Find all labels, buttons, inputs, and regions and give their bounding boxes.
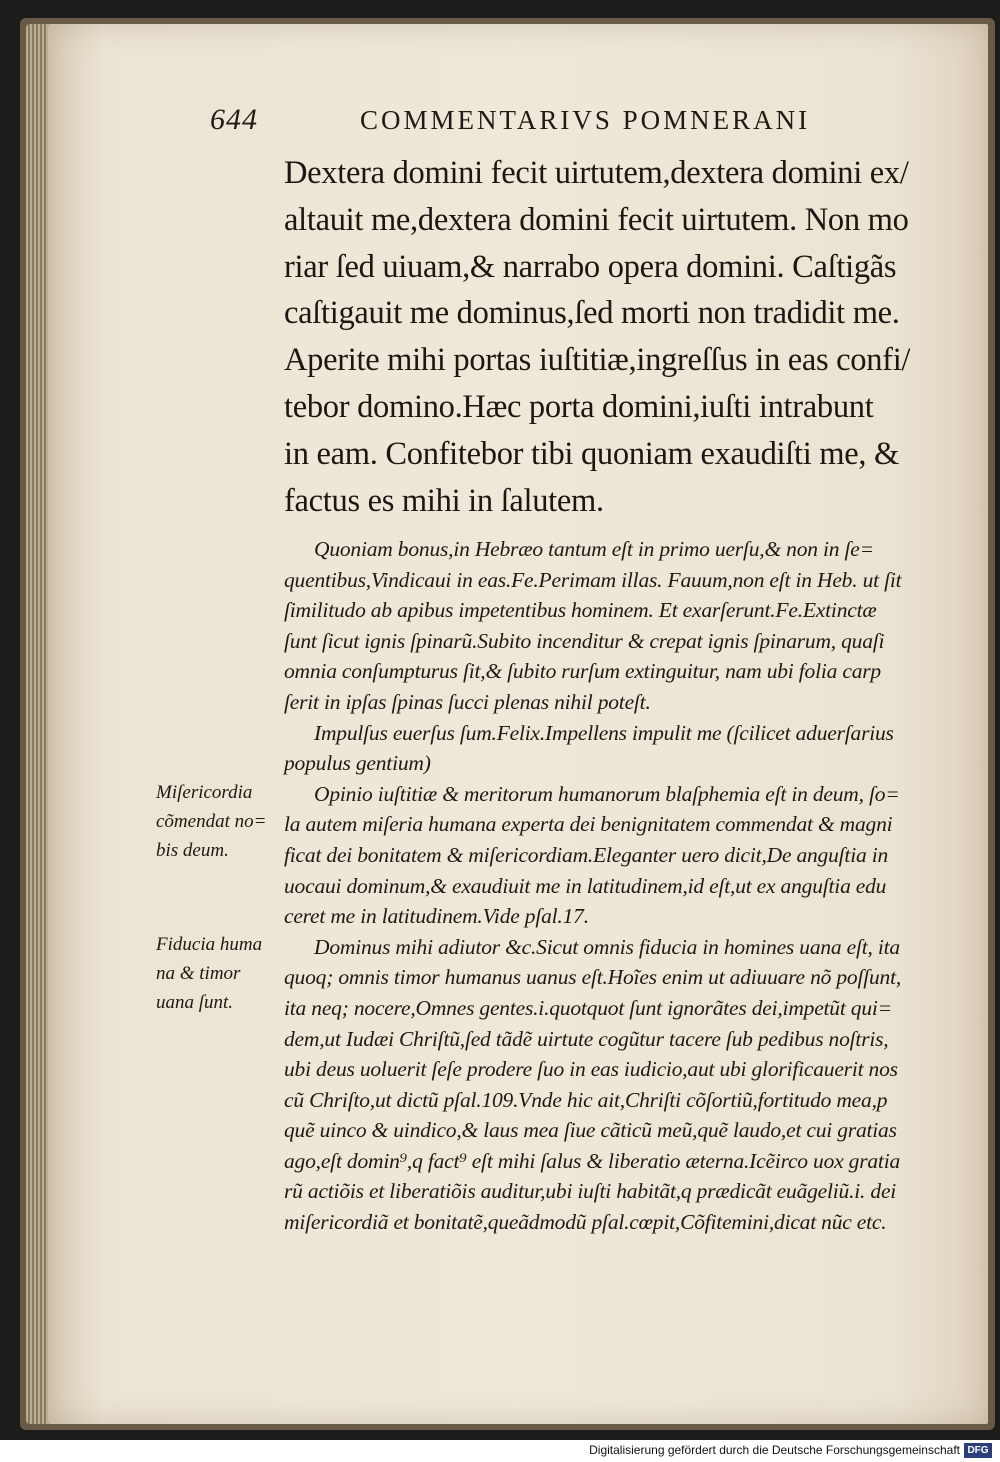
commentary-line: Opinio iuſtitiæ & meritorum humanorum blaſphemia eſt in deum, ſo=: [314, 781, 900, 806]
page-header: [210, 103, 810, 143]
commentary-paragraph: [284, 779, 944, 932]
margin-note-line: Miſericordia: [156, 782, 253, 803]
margin-note-line: uana ſunt.: [156, 992, 234, 1013]
commentary-line: quentibus,Vindicaui in eas.Fe.Perimam illas. Fauum,non eſt in Heb. ut ſit: [284, 567, 902, 592]
funding-credit: Digitalisierung gefördert durch die Deutsche Forschungsgemeinschaft: [589, 1443, 960, 1457]
commentary-line: uocaui dominum,& exaudiuit me in latitudinem,id eſt,ut ex anguſtia edu: [284, 873, 887, 898]
commentary-line: ita neq; nocere,Omnes gentes.i.quotquot ſunt ignorãtes dei,impetũt qui=: [284, 995, 892, 1020]
main-text-line: Dextera domini fecit uirtutem,dextera domini ex/: [284, 155, 909, 191]
commentary-paragraph: [284, 534, 944, 718]
margin-note-line: Fiducia huma: [156, 934, 263, 955]
page-number: 644: [210, 103, 258, 136]
commentary-paragraph: [284, 932, 944, 1238]
commentary-line: ficat dei bonitatem & miſericordiam.Eleganter uero dicit,De anguſtia in: [284, 842, 889, 867]
commentary-line: cũ Chriſto,ut dictũ pſal.109.Vnde hic ait,Chriſti cõſortiũ,fortitudo mea,p: [284, 1087, 888, 1112]
commentary-line: dem,ut Iudæi Chriſtũ,ſed tãdẽ uirtute cogũtur tacere ſub pedibus noſtris,: [284, 1026, 889, 1051]
main-text-line: factus es mihi in ſalutem.: [284, 482, 604, 519]
running-head: COMMENTARIVS POMNERANI: [360, 105, 811, 135]
commentary: [284, 534, 944, 1238]
main-text-line: Aperite mihi portas iuſtitiæ,ingreſſus in eas confi/: [284, 342, 911, 379]
dfg-logo-icon: DFG: [964, 1443, 992, 1458]
commentary-line: Quoniam bonus,in Hebræo tantum eſt in primo uerſu,& non in ſe=: [314, 537, 874, 561]
commentary-line: omnia conſumpturus ſit,& ſubito rurſum extinguitur, nam ubi folia carp: [284, 659, 881, 684]
main-text-line: in eam. Confitebor tibi quoniam exaudiſti me, &: [284, 435, 900, 472]
main-text-line: tebor domino.Hæc porta domini,iuſti intrabunt: [284, 388, 874, 425]
main-text-line: altauit me,dextera domini fecit uirtutem. Non mo: [284, 201, 909, 238]
main-text-line: caſtigauit me dominus,ſed morti non tradidit me.: [284, 295, 900, 332]
commentary-line: ſimilitudo ab apibus impetentibus hominem. Et exarſerunt.Fe.Extinctæ: [284, 598, 877, 623]
commentary-line: ago,eſt domin⁹,q fact⁹ eſt mihi ſalus & liberatio æterna.Icẽirco uox gratia: [284, 1148, 901, 1173]
margin-note-line: bis deum.: [156, 840, 229, 861]
footer-bar: [0, 1440, 1000, 1462]
main-text: [284, 150, 944, 524]
margin-note: [156, 930, 286, 1017]
commentary-line: ſunt ſicut ignis ſpinarũ.Subito incenditur & crepat ignis ſpinarum, quaſi: [284, 628, 885, 653]
commentary-line: Dominus mihi adiutor &c.Sicut omnis fiducia in homines uana eſt, ita: [314, 934, 900, 959]
margin-note-line: na & timor: [156, 963, 241, 984]
commentary-line: quẽ uinco & uindico,& laus mea ſiue cãticũ meũ,quẽ laudo,et cui gratias: [284, 1118, 897, 1143]
commentary-line: Impulſus euerſus ſum.Felix.Impellens impulit me (ſcilicet aduerſarius: [314, 720, 894, 745]
commentary-line: la autem miſeria humana experta dei benignitatem commendat & magni: [284, 812, 893, 837]
commentary-line: ubi deus uoluerit ſeſe prodere ſuo in eas iudicio,aut ubi glorificauerit nos: [284, 1057, 898, 1082]
margin-note-line: cõmendat no=: [156, 811, 267, 832]
margin-note: [156, 778, 286, 865]
commentary-line: populus gentium): [284, 751, 431, 776]
commentary-line: miſericordiã et bonitatẽ,queãdmodũ pſal.cœpit,Cõfitemini,dicat nũc etc.: [284, 1210, 887, 1235]
main-text-line: riar ſed uiuam,& narrabo opera domini. Caſtigãs: [284, 248, 897, 285]
commentary-paragraph: [284, 718, 944, 779]
commentary-line: ceret me in latitudinem.Vide pſal.17.: [284, 904, 589, 929]
commentary-line: rũ actiõis et liberatiõis auditur,ubi iuſti habitãt,q prædicãt euãgeliũ.i. dei: [284, 1179, 897, 1204]
commentary-line: ſerit in ipſas ſpinas ſucci plenas nihil poteſt.: [284, 689, 651, 714]
commentary-line: quoq; omnis timor humanus uanus eſt.Hoĩes enim ut adiuuare nõ poſſunt,: [284, 965, 902, 990]
